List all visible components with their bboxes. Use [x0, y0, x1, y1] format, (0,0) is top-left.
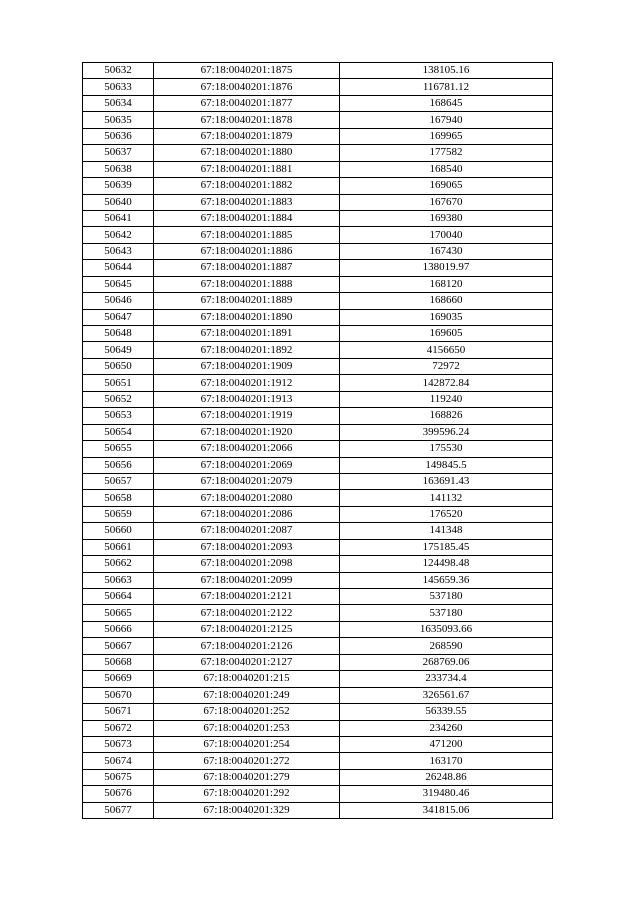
- table-row: [83, 424, 553, 440]
- table-row: [83, 358, 553, 374]
- cadastral-value-cell: 168826: [340, 408, 553, 424]
- cadastral-value-cell: 163170: [340, 753, 553, 769]
- cadastral-number-cell: 67:18:0040201:1881: [154, 161, 340, 177]
- row-number-cell: 50648: [83, 326, 154, 342]
- cadastral-number-cell: 67:18:0040201:254: [154, 736, 340, 752]
- table-row: [83, 654, 553, 670]
- table-row: [83, 375, 553, 391]
- cadastral-number-cell: 67:18:0040201:1879: [154, 128, 340, 144]
- cadastral-value-cell: 326561.67: [340, 687, 553, 703]
- cadastral-value-cell: 168660: [340, 293, 553, 309]
- table-row: [83, 260, 553, 276]
- row-number-cell: 50650: [83, 358, 154, 374]
- cadastral-number-cell: 67:18:0040201:1889: [154, 293, 340, 309]
- cadastral-value-cell: 168120: [340, 276, 553, 292]
- table-row: [83, 473, 553, 489]
- cadastral-number-cell: 67:18:0040201:253: [154, 720, 340, 736]
- cadastral-number-cell: 67:18:0040201:1884: [154, 210, 340, 226]
- cadastral-number-cell: 67:18:0040201:279: [154, 769, 340, 785]
- table-row: [83, 391, 553, 407]
- row-number-cell: 50658: [83, 490, 154, 506]
- cadastral-value-cell: 149845.5: [340, 457, 553, 473]
- cadastral-number-cell: 67:18:0040201:2121: [154, 589, 340, 605]
- cadastral-number-cell: 67:18:0040201:215: [154, 671, 340, 687]
- cadastral-number-cell: 67:18:0040201:2098: [154, 556, 340, 572]
- cadastral-value-cell: 116781.12: [340, 79, 553, 95]
- cadastral-number-cell: 67:18:0040201:1912: [154, 375, 340, 391]
- row-number-cell: 50674: [83, 753, 154, 769]
- row-number-cell: 50651: [83, 375, 154, 391]
- cadastral-value-cell: 26248.86: [340, 769, 553, 785]
- row-number-cell: 50666: [83, 621, 154, 637]
- cadastral-number-cell: 67:18:0040201:1876: [154, 79, 340, 95]
- row-number-cell: 50636: [83, 128, 154, 144]
- cadastral-value-cell: 268590: [340, 638, 553, 654]
- cadastral-number-cell: 67:18:0040201:2127: [154, 654, 340, 670]
- cadastral-value-cell: 72972: [340, 358, 553, 374]
- table-row: [83, 128, 553, 144]
- row-number-cell: 50655: [83, 441, 154, 457]
- cadastral-value-cell: 399596.24: [340, 424, 553, 440]
- table-row: [83, 210, 553, 226]
- cadastral-value-cell: 169065: [340, 178, 553, 194]
- cadastral-number-cell: 67:18:0040201:2122: [154, 605, 340, 621]
- cadastral-number-cell: 67:18:0040201:1887: [154, 260, 340, 276]
- row-number-cell: 50672: [83, 720, 154, 736]
- row-number-cell: 50644: [83, 260, 154, 276]
- cadastral-value-cell: 168540: [340, 161, 553, 177]
- cadastral-value-cell: 163691.43: [340, 473, 553, 489]
- cadastral-value-cell: 4156650: [340, 342, 553, 358]
- cadastral-number-cell: 67:18:0040201:2066: [154, 441, 340, 457]
- row-number-cell: 50677: [83, 802, 154, 818]
- row-number-cell: 50668: [83, 654, 154, 670]
- table-row: [83, 786, 553, 802]
- cadastral-value-cell: 537180: [340, 605, 553, 621]
- table-row: [83, 638, 553, 654]
- row-number-cell: 50640: [83, 194, 154, 210]
- cadastral-number-cell: 67:18:0040201:2087: [154, 523, 340, 539]
- row-number-cell: 50657: [83, 473, 154, 489]
- row-number-cell: 50656: [83, 457, 154, 473]
- table-row: [83, 63, 553, 79]
- cadastral-value-cell: 142872.84: [340, 375, 553, 391]
- table-row: [83, 736, 553, 752]
- cadastral-number-cell: 67:18:0040201:2080: [154, 490, 340, 506]
- cadastral-value-cell: 177582: [340, 145, 553, 161]
- cadastral-number-cell: 67:18:0040201:2086: [154, 506, 340, 522]
- row-number-cell: 50671: [83, 704, 154, 720]
- table-row: [83, 178, 553, 194]
- cadastral-number-cell: 67:18:0040201:2126: [154, 638, 340, 654]
- cadastral-number-cell: 67:18:0040201:292: [154, 786, 340, 802]
- row-number-cell: 50635: [83, 112, 154, 128]
- cadastral-value-cell: 471200: [340, 736, 553, 752]
- cadastral-number-cell: 67:18:0040201:1913: [154, 391, 340, 407]
- cadastral-value-cell: 234260: [340, 720, 553, 736]
- table-row: [83, 704, 553, 720]
- cadastral-value-cell: 319480.46: [340, 786, 553, 802]
- cadastral-number-cell: 67:18:0040201:249: [154, 687, 340, 703]
- row-number-cell: 50659: [83, 506, 154, 522]
- cadastral-value-cell: 341815.06: [340, 802, 553, 818]
- row-number-cell: 50662: [83, 556, 154, 572]
- table-row: [83, 621, 553, 637]
- row-number-cell: 50654: [83, 424, 154, 440]
- table-row: [83, 243, 553, 259]
- table-row: [83, 441, 553, 457]
- cadastral-number-cell: 67:18:0040201:1919: [154, 408, 340, 424]
- table-row: [83, 802, 553, 818]
- row-number-cell: 50646: [83, 293, 154, 309]
- table-body: [83, 63, 553, 819]
- cadastral-value-cell: 138105.16: [340, 63, 553, 79]
- table-row: [83, 720, 553, 736]
- cadastral-value-cell: 176520: [340, 506, 553, 522]
- cadastral-value-cell: 268769.06: [340, 654, 553, 670]
- cadastral-value-cell: 167940: [340, 112, 553, 128]
- row-number-cell: 50638: [83, 161, 154, 177]
- row-number-cell: 50652: [83, 391, 154, 407]
- row-number-cell: 50660: [83, 523, 154, 539]
- cadastral-number-cell: 67:18:0040201:1875: [154, 63, 340, 79]
- cadastral-number-cell: 67:18:0040201:2079: [154, 473, 340, 489]
- cadastral-number-cell: 67:18:0040201:1885: [154, 227, 340, 243]
- table-row: [83, 227, 553, 243]
- cadastral-value-cell: 145659.36: [340, 572, 553, 588]
- table-row: [83, 408, 553, 424]
- table-row: [83, 326, 553, 342]
- table-row: [83, 556, 553, 572]
- table-row: [83, 671, 553, 687]
- row-number-cell: 50675: [83, 769, 154, 785]
- table-row: [83, 753, 553, 769]
- cadastral-value-cell: 119240: [340, 391, 553, 407]
- cadastral-value-cell: 169035: [340, 309, 553, 325]
- cadastral-value-cell: 169605: [340, 326, 553, 342]
- cadastral-number-cell: 67:18:0040201:2125: [154, 621, 340, 637]
- table-row: [83, 769, 553, 785]
- cadastral-value-cell: 169380: [340, 210, 553, 226]
- cadastral-number-cell: 67:18:0040201:1882: [154, 178, 340, 194]
- row-number-cell: 50670: [83, 687, 154, 703]
- cadastral-number-cell: 67:18:0040201:1920: [154, 424, 340, 440]
- cadastral-number-cell: 67:18:0040201:252: [154, 704, 340, 720]
- cadastral-number-cell: 67:18:0040201:1886: [154, 243, 340, 259]
- row-number-cell: 50637: [83, 145, 154, 161]
- cadastral-value-cell: 56339.55: [340, 704, 553, 720]
- row-number-cell: 50665: [83, 605, 154, 621]
- table-row: [83, 506, 553, 522]
- table-row: [83, 276, 553, 292]
- cadastral-number-cell: 67:18:0040201:1880: [154, 145, 340, 161]
- cadastral-value-table: [82, 62, 553, 819]
- cadastral-value-cell: 1635093.66: [340, 621, 553, 637]
- cadastral-value-cell: 167430: [340, 243, 553, 259]
- table-row: [83, 194, 553, 210]
- table-row: [83, 539, 553, 555]
- cadastral-value-cell: 537180: [340, 589, 553, 605]
- table-row: [83, 112, 553, 128]
- row-number-cell: 50664: [83, 589, 154, 605]
- row-number-cell: 50641: [83, 210, 154, 226]
- row-number-cell: 50669: [83, 671, 154, 687]
- cadastral-number-cell: 67:18:0040201:1892: [154, 342, 340, 358]
- row-number-cell: 50642: [83, 227, 154, 243]
- row-number-cell: 50667: [83, 638, 154, 654]
- cadastral-number-cell: 67:18:0040201:2093: [154, 539, 340, 555]
- cadastral-value-cell: 169965: [340, 128, 553, 144]
- cadastral-value-cell: 138019.97: [340, 260, 553, 276]
- table-row: [83, 572, 553, 588]
- row-number-cell: 50661: [83, 539, 154, 555]
- cadastral-value-cell: 233734.4: [340, 671, 553, 687]
- row-number-cell: 50649: [83, 342, 154, 358]
- table-row: [83, 523, 553, 539]
- cadastral-number-cell: 67:18:0040201:2069: [154, 457, 340, 473]
- row-number-cell: 50633: [83, 79, 154, 95]
- row-number-cell: 50643: [83, 243, 154, 259]
- table-row: [83, 161, 553, 177]
- cadastral-number-cell: 67:18:0040201:1909: [154, 358, 340, 374]
- cadastral-number-cell: 67:18:0040201:1891: [154, 326, 340, 342]
- table-row: [83, 309, 553, 325]
- row-number-cell: 50645: [83, 276, 154, 292]
- table-row: [83, 293, 553, 309]
- cadastral-number-cell: 67:18:0040201:1888: [154, 276, 340, 292]
- cadastral-value-cell: 175530: [340, 441, 553, 457]
- table-row: [83, 79, 553, 95]
- table-row: [83, 490, 553, 506]
- cadastral-number-cell: 67:18:0040201:272: [154, 753, 340, 769]
- cadastral-number-cell: 67:18:0040201:1890: [154, 309, 340, 325]
- cadastral-value-cell: 167670: [340, 194, 553, 210]
- row-number-cell: 50647: [83, 309, 154, 325]
- row-number-cell: 50663: [83, 572, 154, 588]
- row-number-cell: 50673: [83, 736, 154, 752]
- cadastral-value-cell: 124498.48: [340, 556, 553, 572]
- table-row: [83, 589, 553, 605]
- table-row: [83, 605, 553, 621]
- row-number-cell: 50653: [83, 408, 154, 424]
- cadastral-value-cell: 175185.45: [340, 539, 553, 555]
- cadastral-number-cell: 67:18:0040201:329: [154, 802, 340, 818]
- cadastral-number-cell: 67:18:0040201:1877: [154, 95, 340, 111]
- cadastral-number-cell: 67:18:0040201:1883: [154, 194, 340, 210]
- row-number-cell: 50676: [83, 786, 154, 802]
- row-number-cell: 50634: [83, 95, 154, 111]
- row-number-cell: 50639: [83, 178, 154, 194]
- table-row: [83, 145, 553, 161]
- cadastral-value-cell: 170040: [340, 227, 553, 243]
- row-number-cell: 50632: [83, 63, 154, 79]
- cadastral-number-cell: 67:18:0040201:1878: [154, 112, 340, 128]
- table-row: [83, 687, 553, 703]
- cadastral-value-cell: 141132: [340, 490, 553, 506]
- table-row: [83, 342, 553, 358]
- cadastral-value-cell: 141348: [340, 523, 553, 539]
- table-row: [83, 457, 553, 473]
- cadastral-value-cell: 168645: [340, 95, 553, 111]
- table-row: [83, 95, 553, 111]
- cadastral-number-cell: 67:18:0040201:2099: [154, 572, 340, 588]
